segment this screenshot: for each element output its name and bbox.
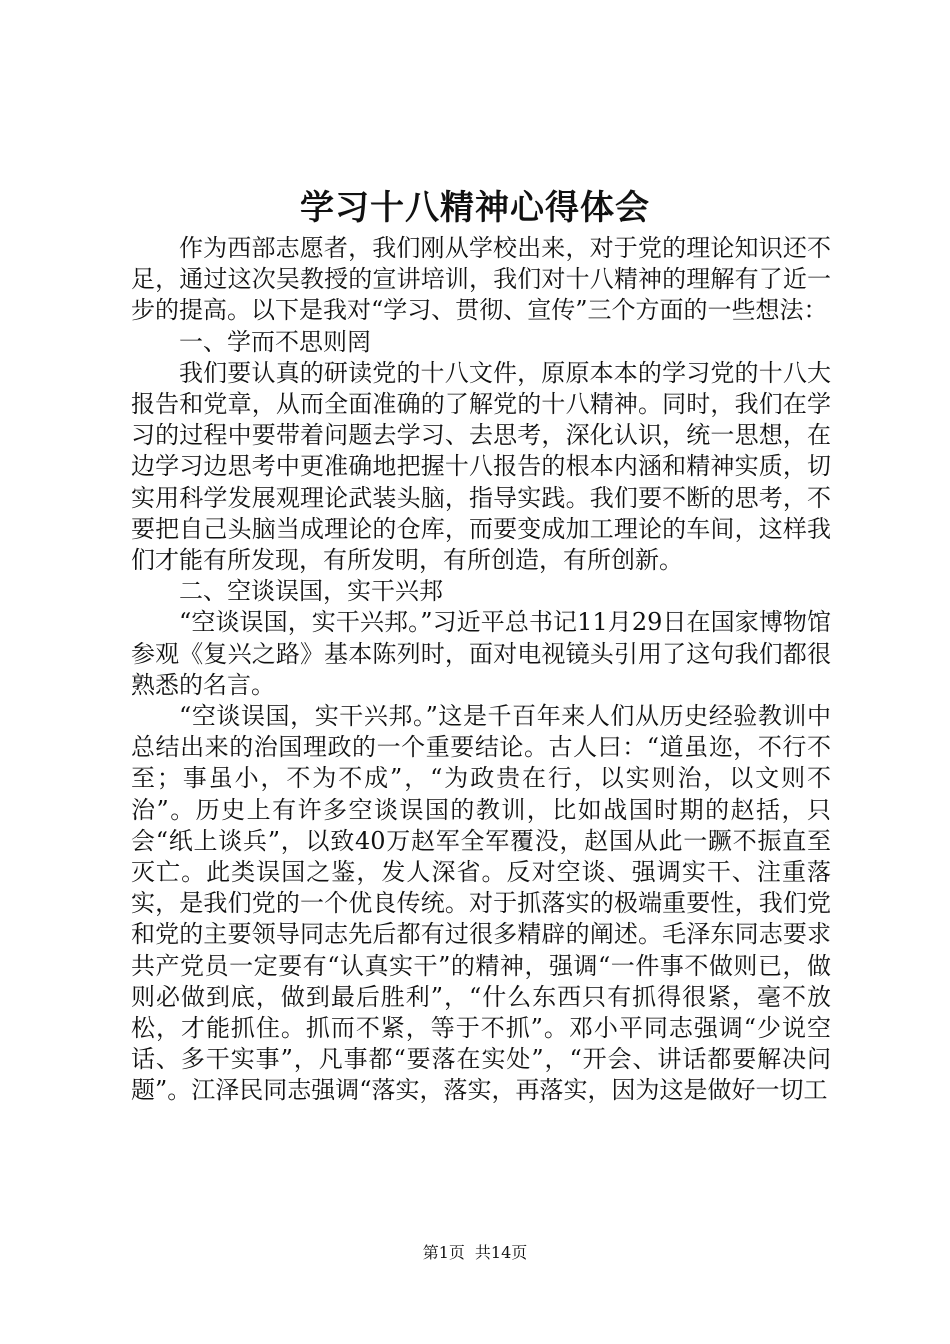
paragraph-section-2: “空谈误国，实干兴邦。”这是千百年来人们从历史经验教训中总结出来的治国理政的一个重要结论。古人曰：“道虽迩，不行不至；事虽小，不为不成”，“为政贵在行，以实则治，以文则不治”。历史上有许多空谈误国的教训，比如战国时期的赵括，只会“纸上谈兵”，以致40万赵军全军覆没，赵国从此一蹶不振直至灭亡。此类误国之鉴，发人深省。反对空谈、强调实干、注重落实，是我们党的一个优良传统。对于抓落实的极端重要性，我们党和党的主要领导同志先后都有过很多精辟的阐述。毛泽东同志要求共产党员一定要有“认真实干”的精神，强调“一件事不做则已，做则必做到底，做到最后胜利”，“什么东西只有抓得很紧，毫不放松，才能抓住。抓而不紧，等于不抓”。邓小平同志强调“少说空话、多干实事”，凡事都“要落在实处”，“开会、讲话都要解决问题”。江泽民同志强调“落实，落实，再落实，因为这是做好一切工 [131,702,831,1105]
section-heading-1: 一、学而不思则罔 [179,327,371,356]
page-number: 第1页 [422,1243,465,1262]
document-title: 学习十八精神心得体会 [300,188,650,228]
paragraph-section-1: 我们要认真的研读党的十八文件，原原本本的学习党的十八大报告和党章，从而全面准确的了解党的十八精神。同时，我们在学习的过程中要带着问题去学习、去思考，深化认识，统一思想，在边学习边思考中更准确地把握十八报告的根本内涵和精神实质，切实用科学发展观理论武装头脑，指导实践。我们要不断的思考，不要把自己头脑当成理论的仓库，而要变成加工理论的车间，这样我们才能有所发现，有所发明，有所创造，有所创新。 [131,358,831,575]
paragraph-intro: 作为西部志愿者，我们刚从学校出来，对于党的理论知识还不足，通过这次吴教授的宣讲培训，我们对十八精神的理解有了近一步的提高。以下是我对“学习、贯彻、宣传”三个方面的一些想法： [131,234,831,325]
document-body [131,233,831,1107]
page-footer [0,1242,950,1264]
section-heading-2: 二、空谈误国，实干兴邦 [179,577,443,606]
paragraph-quote-context: “空谈误国，实干兴邦。”习近平总书记11月29日在国家博物馆参观《复兴之路》基本陈列时，面对电视镜头引用了这句我们都很熟悉的名言。 [131,608,831,699]
page-total: 共14页 [474,1243,528,1262]
